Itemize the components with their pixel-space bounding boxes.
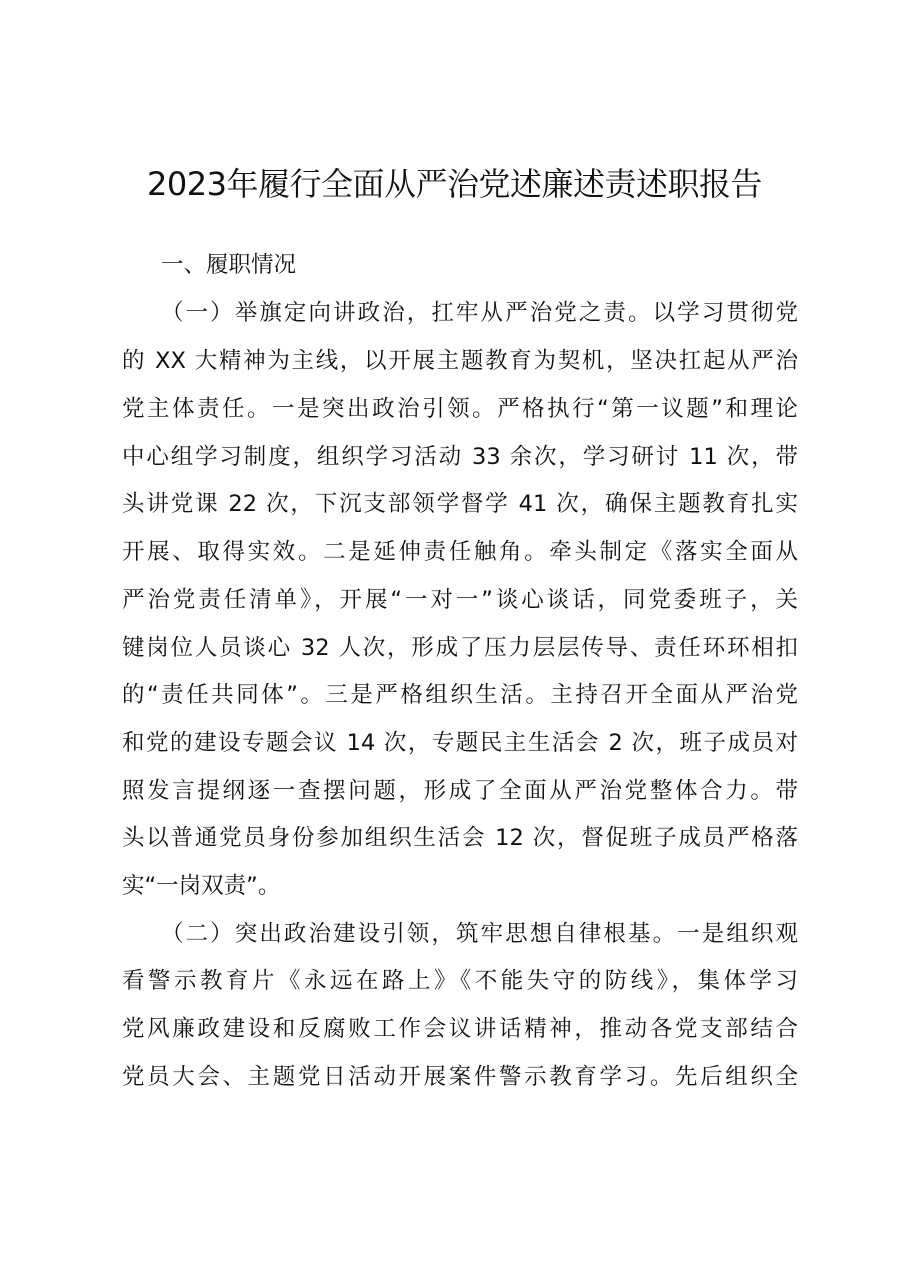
paragraph-1-line: 实“一岗双责”。: [122, 873, 281, 899]
paragraph-1-line: 开展、取得实效。二是延伸责任触角。牵头制定《落实全面从: [122, 539, 798, 565]
paragraph-1-line: （一）举旗定向讲政治，扛牢从严治党之责。以学习贯彻党: [161, 300, 798, 326]
paragraph-1-line: 头以普通党员身份参加组织生活会 12 次，督促班子成员严格落: [122, 825, 798, 851]
paragraph-1-line: 照发言提纲逐一查摆问题，形成了全面从严治党整体合力。带: [122, 778, 798, 804]
document-title: 2023年履行全面从严治党述廉述责述职报告: [147, 165, 762, 203]
paragraph-1-line: 严治党责任清单》，开展“一对一”谈心谈话，同党委班子，关: [122, 587, 798, 613]
paragraph-1-line: 的 XX 大精神为主线，以开展主题教育为契机，坚决扛起从严治: [122, 348, 798, 374]
paragraph-1-line: 键岗位人员谈心 32 人次，形成了压力层层传导、责任环环相扣: [122, 635, 798, 661]
paragraph-1-line: 的“责任共同体”。三是严格组织生活。主持召开全面从严治党: [122, 682, 798, 708]
paragraph-2-line: （二）突出政治建设引领，筑牢思想自律根基。一是组织观: [161, 921, 798, 947]
paragraph-1-line: 中心组学习制度，组织学习活动 33 余次，学习研讨 11 次，带: [122, 444, 798, 470]
paragraph-2-line: 看警示教育片《永远在路上》《不能失守的防线》，集体学习: [122, 968, 798, 994]
paragraph-2-line: 党员大会、主题党日活动开展案件警示教育学习。先后组织全: [122, 1064, 798, 1090]
paragraph-1-line: 和党的建设专题会议 14 次，专题民主生活会 2 次，班子成员对: [122, 730, 798, 756]
paragraph-2-line: 党风廉政建设和反腐败工作会议讲话精神，推动各党支部结合: [122, 1016, 798, 1042]
section-heading: 一、履职情况: [161, 252, 297, 278]
paragraph-1-line: 头讲党课 22 次，下沉支部领学督学 41 次，确保主题教育扎实: [122, 491, 798, 517]
paragraph-1-line: 党主体责任。一是突出政治引领。严格执行“第一议题”和理论: [122, 396, 798, 422]
